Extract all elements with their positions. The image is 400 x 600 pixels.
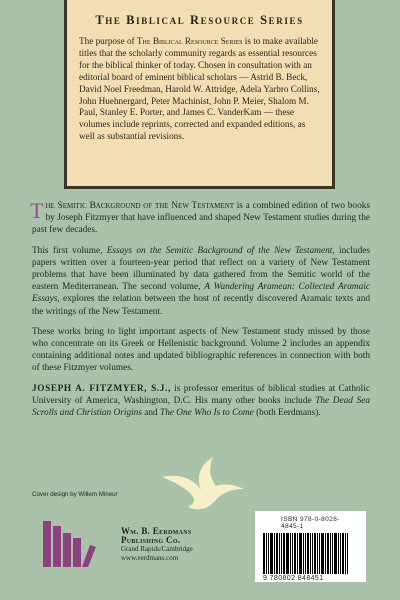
barcode-bar bbox=[270, 533, 273, 574]
book-title: he Semitic Background of the New Testament bbox=[45, 201, 234, 211]
barcode-bar bbox=[274, 533, 275, 574]
series-intro-series: The Biblical Resource Series bbox=[136, 36, 243, 46]
cover-design-credit: Cover design by Willem Mineur bbox=[32, 491, 118, 498]
barcode-bar bbox=[276, 533, 278, 574]
paragraph-text: includes papers written over a fourteen-year period that reflect on a variety of New Testament problems that have been illuminated by data gathered from the Semitic world of the eastern Mediterranean. The second volume, bbox=[32, 245, 370, 293]
barcode-bar bbox=[345, 533, 346, 574]
series-title: The Biblical Resource Series bbox=[95, 13, 304, 27]
series-intro-before: The purpose of bbox=[79, 36, 137, 46]
publisher-url: www.eerdmans.com bbox=[121, 554, 179, 562]
book-title-dead-sea: The Dead Sea Scrolls and Christian Origins bbox=[32, 395, 370, 419]
barcode-bar bbox=[281, 533, 282, 574]
barcode-bar bbox=[279, 533, 280, 574]
barcode-bars bbox=[263, 533, 358, 574]
paragraph-text: (both Eerdmans). bbox=[253, 408, 321, 419]
back-cover-copy bbox=[32, 200, 370, 427]
paragraph-text: is professor emeritus of biblical studies at Catholic University of America, Washington, D.C. His many other books include bbox=[32, 383, 370, 406]
barcode-bar bbox=[334, 533, 337, 574]
barcode-number: 9 780802 848451 bbox=[263, 575, 324, 582]
barcode-bar bbox=[286, 533, 289, 574]
barcode-bar bbox=[263, 533, 265, 574]
dove-logo-icon bbox=[156, 455, 248, 513]
paragraph-text: This first volume, bbox=[32, 245, 107, 256]
barcode-bar bbox=[317, 533, 318, 574]
barcode-bar bbox=[321, 533, 324, 574]
barcode-bar bbox=[292, 533, 293, 574]
books-logo-icon bbox=[42, 518, 96, 568]
barcode-bar bbox=[332, 533, 333, 574]
barcode-bar bbox=[314, 533, 316, 574]
publisher-name: Wm. B. Eerdmans bbox=[121, 526, 192, 536]
barcode-bar bbox=[325, 533, 326, 574]
drop-cap: T bbox=[30, 198, 44, 223]
barcode-bar bbox=[310, 533, 311, 574]
barcode-bar bbox=[305, 533, 306, 574]
publisher-city: Grand Rapids/Cambridge bbox=[121, 545, 193, 553]
series-box bbox=[64, 0, 335, 189]
paragraph-text: and bbox=[141, 408, 161, 419]
publisher-company: Publishing Co. bbox=[121, 535, 181, 545]
paragraph-combined-edition bbox=[32, 200, 370, 237]
barcode-bar bbox=[299, 533, 302, 574]
barcode-label bbox=[255, 511, 366, 582]
paragraph-importance: These works bring to light important aspects of New Testament study missed by those who concentrate on its Greek or Hellenistic background. Volume 2 includes an appendix containing additional notes and updated bibliographic references in connection with both of these Fitzmyer volumes. bbox=[32, 326, 370, 374]
barcode-bar bbox=[347, 533, 348, 574]
barcode-bar bbox=[307, 533, 309, 574]
barcode-bar bbox=[290, 533, 291, 574]
paragraph-volumes bbox=[32, 245, 370, 318]
paragraph-text: is a combined edition of two books by Joseph Fitzmyer that have influenced and shaped New Testament studies during the past few decades. bbox=[32, 201, 370, 236]
barcode-bar bbox=[297, 533, 298, 574]
volume-two-title: A Wandering Aramean: Collected Aramaic Essays, bbox=[32, 282, 370, 305]
series-description bbox=[79, 36, 320, 143]
barcode-bar bbox=[342, 533, 344, 574]
barcode-bar bbox=[340, 533, 341, 574]
barcode-bar bbox=[303, 533, 304, 574]
barcode-bar bbox=[312, 533, 313, 574]
volume-one-title: Essays on the Semitic Background of the New Testament, bbox=[106, 245, 335, 256]
publisher-info bbox=[121, 527, 193, 563]
barcode-bar bbox=[319, 533, 320, 574]
series-intro-after: is to make available titles that the scholarly community regards as essential resources for the biblical thinker of today. Chosen in consultation with an editorial board of eminent biblical scholars — Astrid B. Beck, David Noel Freedman, Harold W. Attridge, Adela Yarbro Collins, John Huehnergard, Peter Machinist, John P. Meier, Shalom M. Paul, Stanley E. Porter, and James C. VanderKam — these volumes include reprints, corrected and expanded editions, as well as substantial revisions. bbox=[79, 36, 320, 142]
barcode-bar bbox=[294, 533, 296, 574]
barcode-bar bbox=[268, 533, 269, 574]
barcode-bar bbox=[338, 533, 339, 574]
barcode-bar bbox=[283, 533, 285, 574]
paragraph-author bbox=[32, 383, 370, 420]
book-title-one-who: The One Who Is to Come bbox=[160, 408, 254, 419]
barcode-bar bbox=[330, 533, 331, 574]
isbn-number: ISBN 978-0-8028-4845-1 bbox=[281, 516, 340, 530]
paragraph-text: explores the relation between the host of recently discovered Aramaic texts and the writings of the New Testament. bbox=[32, 294, 370, 317]
author-name: JOSEPH A. FITZMYER, S.J., bbox=[32, 383, 171, 394]
barcode-bar bbox=[327, 533, 329, 574]
barcode-bar bbox=[266, 533, 267, 574]
